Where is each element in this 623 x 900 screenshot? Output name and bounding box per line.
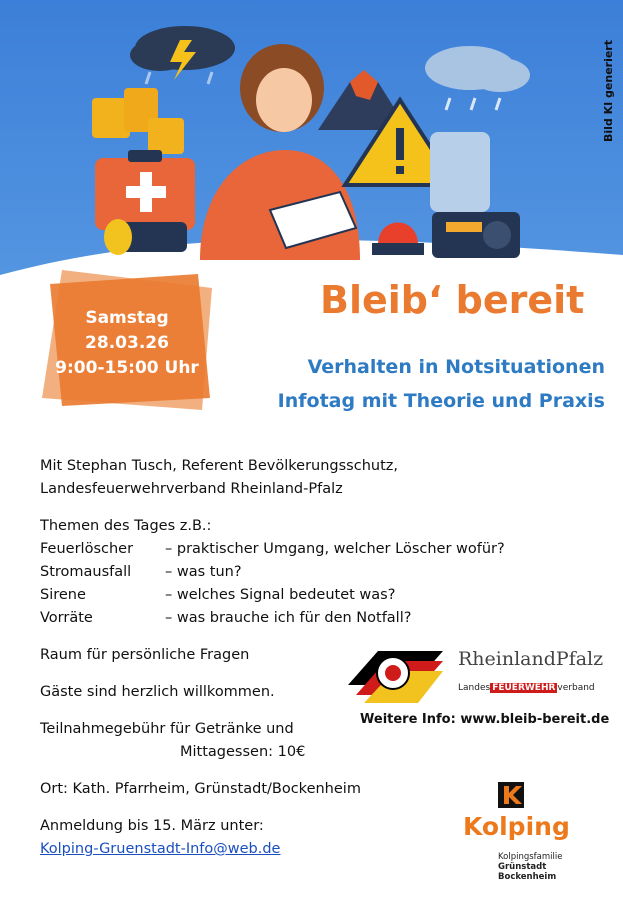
date-day: Samstag <box>85 308 169 328</box>
speaker-line-2: Landesfeuerwehrverband Rheinland-Pfalz <box>40 481 343 497</box>
fee-line-2: Mittagessen: 10€ <box>180 744 306 760</box>
topic-key: Feuerlöscher <box>40 541 134 557</box>
rlp-logo-text: RheinlandPfalz <box>458 648 604 670</box>
lfv-prefix: Landes <box>458 683 491 693</box>
speaker-info <box>40 455 600 501</box>
topic-text: – praktischer Umgang, welcher Löscher wofür? <box>165 541 505 557</box>
topic-row <box>40 584 600 607</box>
registration-note: Anmeldung bis 15. März unter: <box>40 818 264 834</box>
date-text <box>42 306 212 381</box>
questions-note: Raum für persönliche Fragen <box>40 647 250 663</box>
topic-text: – was tun? <box>165 564 242 580</box>
kolping-family-line-3: Bockenheim <box>498 872 557 882</box>
kolping-family-line-1: Kolpingsfamilie <box>498 852 563 862</box>
first-aid-kit-icon <box>95 150 195 230</box>
topic-text: – was brauche ich für den Notfall? <box>165 610 412 626</box>
kolping-family-line-2: Grünstadt <box>498 862 547 872</box>
kolping-family <box>498 852 562 882</box>
ai-generated-note: Bild KI generiert <box>602 40 615 143</box>
lfv-logo-text <box>458 683 595 693</box>
date-time: 9:00-15:00 Uhr <box>55 358 199 378</box>
jerrycan-icon <box>430 132 490 212</box>
topic-key: Stromausfall <box>40 564 132 580</box>
topics-list <box>40 515 600 630</box>
topic-row <box>40 538 600 561</box>
guests-note: Gäste sind herzlich willkommen. <box>40 684 275 700</box>
location-note: Ort: Kath. Pfarrheim, Grünstadt/Bockenheim <box>40 781 361 797</box>
kolping-logo-mark <box>498 782 524 808</box>
more-info: Weitere Info: www.bleib-bereit.de <box>360 712 610 727</box>
lfv-red: FEUERWEHR <box>492 683 556 693</box>
fee-line-1: Teilnahmegebühr für Getränke und <box>40 721 294 737</box>
kolping-logo-text: Kolping <box>463 812 570 841</box>
radio-icon <box>432 212 520 258</box>
topics-heading: Themen des Tages z.B.: <box>40 518 212 534</box>
topic-row <box>40 607 600 630</box>
topic-key: Sirene <box>40 587 86 603</box>
subtitle-2: Infotag mit Theorie und Praxis <box>277 390 605 412</box>
topic-key: Vorräte <box>40 610 93 626</box>
lfv-suffix: verband <box>557 683 595 693</box>
flashlight-icon <box>104 219 187 255</box>
feuerwehr-logo <box>348 643 443 705</box>
registration-email-link[interactable]: Kolping-Gruenstadt-Info@web.de <box>40 841 281 857</box>
date-date: 28.03.26 <box>85 333 169 353</box>
headline: Bleib‘ bereit <box>320 278 585 322</box>
topic-text: – welches Signal bedeutet was? <box>165 587 396 603</box>
subtitle-1: Verhalten in Notsituationen <box>307 356 605 378</box>
speaker-line-1: Mit Stephan Tusch, Referent Bevölkerungsschutz, <box>40 458 398 474</box>
topic-row <box>40 561 600 584</box>
